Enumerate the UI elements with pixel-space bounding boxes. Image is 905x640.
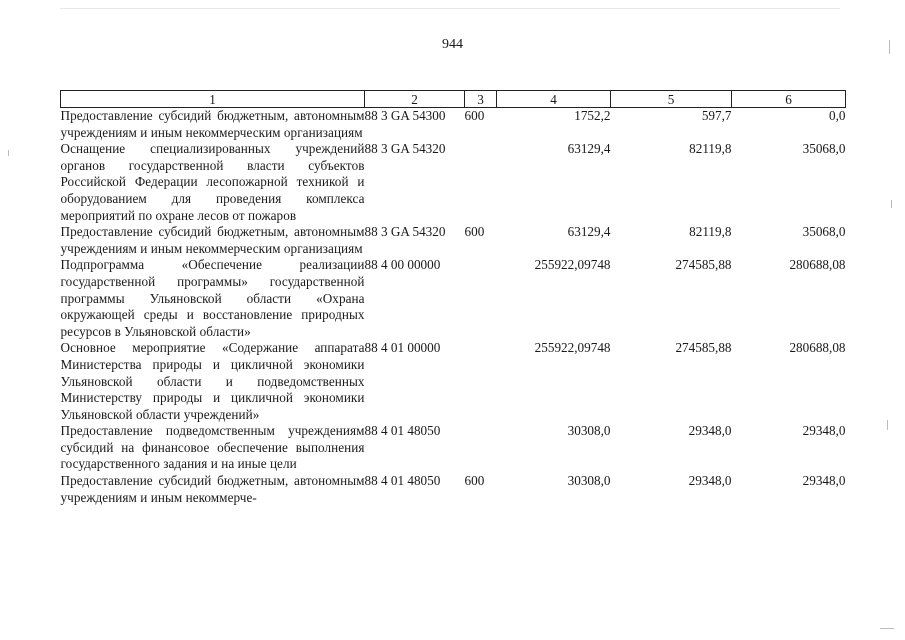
table-row <box>61 257 846 340</box>
row-code: 88 4 01 00000 <box>364 340 441 356</box>
row-value-col4: 30308,0 <box>567 473 611 489</box>
row-name: Предоставление субсидий бюджетным, автономным учреждениям и иным некоммерческим организациям <box>60 224 365 256</box>
row-value-col6: 0,0 <box>829 108 846 123</box>
row-code: 88 3 GA 54320 <box>364 141 446 157</box>
row-expense-type: 600 <box>464 108 485 123</box>
table-row <box>61 473 846 506</box>
row-name: Предоставление субсидий бюджетным, автономным учреждениям и иным некоммерче- <box>60 473 365 505</box>
row-expense-type <box>465 340 497 423</box>
row-value-col4: 255922,09748 <box>534 340 611 356</box>
budget-table <box>60 90 846 506</box>
row-value-col4: 63129,4 <box>567 141 611 157</box>
row-expense-type: 600 <box>464 224 485 240</box>
row-code: 88 4 00 00000 <box>364 257 441 273</box>
row-code: 88 3 GA 54300 <box>364 108 446 123</box>
row-value-col4: 63129,4 <box>567 224 611 240</box>
row-value-col5: 82119,8 <box>689 224 732 240</box>
table-row <box>61 423 846 473</box>
column-header: 2 <box>365 91 465 108</box>
row-value-col6: 280688,08 <box>789 257 846 273</box>
table-row <box>61 108 846 142</box>
table-row <box>61 141 846 224</box>
row-value-col5: 597,7 <box>701 108 732 123</box>
row-value-col5: 29348,0 <box>688 423 732 439</box>
row-name: Основное мероприятие «Содержание аппарата Министерства природы и цикличной экономики Ульяновской области и подведомственных Министерству природы и цикличной экономики Ульяновской области учреждений» <box>60 340 365 422</box>
row-name: Подпрограмма «Обеспечение реализации государственной программы» государственной программы Ульяновской области «Охрана окружающей среды и восстановление природных ресурсов в Ульяновской области» <box>60 257 365 339</box>
row-value-col6: 35068,0 <box>802 141 846 157</box>
row-value-col6: 29348,0 <box>802 473 846 489</box>
row-value-col5: 274585,88 <box>675 340 732 356</box>
scan-speck <box>8 150 9 156</box>
row-code: 88 4 01 48050 <box>364 423 441 439</box>
row-value-col4: 255922,09748 <box>534 257 611 273</box>
table-row <box>61 224 846 257</box>
column-header: 4 <box>497 91 611 108</box>
row-expense-type <box>465 141 497 224</box>
column-header: 6 <box>732 91 846 108</box>
row-code: 88 4 01 48050 <box>364 473 441 489</box>
page-number: 944 <box>442 37 463 52</box>
row-name: Предоставление субсидий бюджетным, автономным учреждениям и иным некоммерческим организациям <box>60 108 365 140</box>
row-value-col4: 1752,2 <box>574 108 611 123</box>
column-header: 3 <box>465 91 497 108</box>
row-expense-type <box>465 257 497 340</box>
row-value-col6: 280688,08 <box>789 340 846 356</box>
row-value-col5: 29348,0 <box>688 473 732 489</box>
row-value-col6: 35068,0 <box>802 224 846 240</box>
scan-speck <box>887 420 888 430</box>
row-name: Оснащение специализированных учреждений органов государственной власти субъектов Российской Федерации лесопожарной техникой и оборудованием для проведения комплекса мероприятий по охране лесов от пожаров <box>60 141 365 223</box>
column-header: 5 <box>611 91 732 108</box>
column-header: 1 <box>61 91 365 108</box>
scan-speck <box>880 628 894 629</box>
row-value-col4: 30308,0 <box>567 423 611 439</box>
table-row <box>61 340 846 423</box>
row-value-col6: 29348,0 <box>802 423 846 439</box>
row-name: Предоставление подведомственным учреждениям субсидий на финансовое обеспечение выполнения государственного задания и на иные цели <box>60 423 365 472</box>
scan-edge-line <box>60 8 840 9</box>
row-value-col5: 82119,8 <box>689 141 732 157</box>
header-row <box>61 91 846 108</box>
row-expense-type <box>465 423 497 473</box>
scan-speck <box>891 200 892 208</box>
row-expense-type: 600 <box>464 473 485 489</box>
row-value-col5: 274585,88 <box>675 257 732 273</box>
row-code: 88 3 GA 54320 <box>364 224 446 240</box>
